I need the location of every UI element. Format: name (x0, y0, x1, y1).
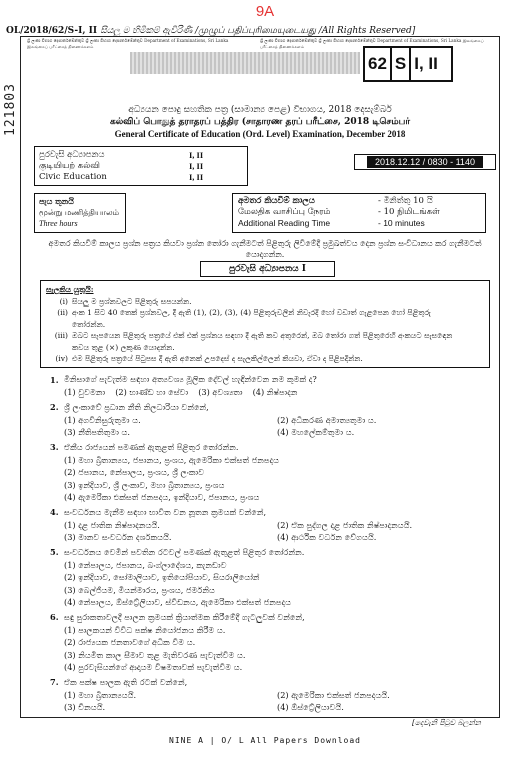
question-text: සංවර්ධනය වෙමින් පවතින රටවල් පමණක් ඇතුළත් පිළිතුර තෝරන්න. (64, 546, 305, 557)
answer-option: (1) වුවමනා (64, 387, 106, 397)
question-item (50, 401, 490, 439)
subject-code-box (363, 46, 453, 82)
note-item: (i) සියලු ම ප්‍රශ්නවලට පිළිතුරු සපයන්න. (59, 296, 192, 306)
answer-option: (4) ඕස්ට්‍රේලියාවයි. (277, 702, 344, 712)
subject-code-number: 62 (365, 48, 392, 80)
answer-option: (2) ඉන්දියාව, සෝමාලියාව, ඉතියෝපියාව, සියරාලියෝන් (64, 572, 260, 582)
question-stem (50, 676, 490, 689)
answer-option: (3) අවශ්‍යතා (198, 387, 243, 397)
page-label: 9A (255, 3, 275, 20)
question-text: මිනිසාගේ පැවැත්ම සඳහා අත්‍යවශ්‍ය මූලික දේවල් හැඳින්වෙන නම කුමක් ද? (64, 374, 317, 384)
question-stem (50, 373, 490, 386)
question-stem (50, 506, 490, 519)
question-text: සංවර්ධනය මැනීම සඳහා භාවිත වන නූතන ක්‍රමයක් වන්නේ, (64, 506, 267, 517)
question-item (50, 373, 490, 399)
subject-code-papers: I, II (414, 54, 438, 73)
paper-code: OL/2018/62/S-I, II (6, 26, 98, 36)
subject-row: Civic Education I, II (39, 172, 204, 182)
note-item: (iii) ඔබට සැපයෙන පිළිතුරු පත්‍රයේ එක් එක් ප්‍රශ්නය සඳහා දී ඇති කව අතුරෙන්, ඔබ තෝරා ගත් පිළිතුරෙහි අංකයට සැසඳෙන (54, 331, 453, 340)
answer-option: (4) මහලේකම්තුමා ය. (277, 427, 355, 437)
answer-option: (3) නීතිපතිතුමා ය. (64, 427, 131, 437)
answer-option: (1) අගවිනිසුරුතුමා ය. (64, 414, 141, 425)
answer-option: (2) ජපානය, නේපාලය, ප්‍රංශය, ශ්‍රී ලංකාව (64, 467, 205, 477)
option-list (50, 689, 490, 714)
subject-row: குடியியற் கல்வி I, II (39, 161, 204, 171)
question-item (50, 441, 490, 504)
subject-row: පුරවැසි අධ්‍යාපනය I, II (39, 150, 204, 160)
copyright-watermark-left: ශ්‍රී ලංකා විභාග දෙපාර්තමේන්තුව ශ්‍රී ලංකා විභාග දෙපාර්තමේන්තුව Department of Examinations, Sri Lanka இலங்கைப் பரீட்சைத் திணைக்களம் (27, 38, 229, 49)
answer-option: (1) දළ ජාතික නිෂ්පාදනයයි. (64, 519, 160, 530)
answer-option: (3) මානව සංවර්ධන දර්ශකයයි. (64, 532, 172, 542)
answer-option: (2) ඇමෙරිකා එක්සත් ජනපදයයි. (277, 689, 390, 700)
rights-reserved: සියලු ම හිමිකම් ඇවිරිණි /முழுப் பதிப்புரிமையுடையது /All Rights Reserved] (100, 26, 416, 36)
subject-box (34, 146, 248, 186)
department-stamp (130, 52, 360, 74)
answer-option: (1) නේපාලය, ජපානය, බංග්ලාදේශය, කැනඩාව (64, 559, 227, 570)
answer-option: (4) පුරවැසියන්ගේ ආදායම විෂමතාවක් පැවැත්වීම ය. (64, 662, 243, 672)
answer-option: (2) ඒක පුද්ගල දළ ජාතික නිෂ්පාදනයයි. (277, 519, 413, 530)
option-list (50, 414, 490, 439)
duration-box (34, 193, 126, 233)
question-number: 6. (50, 612, 59, 622)
question-number: 5. (50, 547, 59, 557)
duration-english: Three hours (39, 219, 78, 228)
option-list (50, 454, 490, 504)
date-time-text: 2018.12.12 / 0830 - 1140 (367, 156, 483, 168)
question-number: 2. (50, 402, 59, 412)
answer-option: (2) රාජ්‍යයක ජනතාවගේ අධික වීම ය. (64, 637, 196, 647)
answer-option: (2) භාණ්ඩ හා සේවා (115, 387, 189, 397)
date-time-box (354, 154, 496, 170)
reading-row: மேலதிக வாசிப்பு நேரம் - 10 நிமிடங்கள் (238, 207, 440, 217)
exam-title-tamil: கல்விப் பொதுத் தராதரப் பத்திர (சாதாரண தரப் பரீட்சை, 2018 டிசெம்பர் (109, 117, 411, 127)
continue-note: [දෙවැනි පිටුව බලන්න (412, 718, 481, 727)
question-number: 3. (50, 442, 59, 452)
notes-box (40, 280, 490, 368)
answer-option: (3) බෙල්ජියම, මියන්මාරය, ප්‍රංශය, ජර්මනිය (64, 584, 215, 595)
answer-option: (1) පාලකයන් විවිධ පක්ෂ නියෝජනය කිරීම ය. (64, 624, 226, 635)
question-list (50, 373, 490, 716)
question-text: ඒකීය රාජ්‍යයන් පමණක් ඇතුළත් පිළිතුර තෝරන්න. (64, 441, 239, 452)
question-item (50, 611, 490, 674)
question-number: 4. (50, 507, 59, 517)
exam-title-english: General Certificate of Education (Ord. Level) Examination, December 2018 (114, 129, 406, 139)
answer-option: (4) ඇමෙරිකා එක්සත් ජනපදය, ඉන්දියාව, ජපානය, ප්‍රංශය (64, 492, 260, 502)
question-stem (50, 401, 490, 414)
question-number: 7. (50, 677, 59, 687)
option-list (50, 624, 490, 674)
reading-time-box (232, 193, 486, 233)
question-text: ශ්‍රී ලංකාවේ ප්‍රධාන නීති නිලධාරියා වන්නේ, (64, 401, 209, 412)
question-text: සඳු පුරාකතාවලදී පාලන ක්‍රමයක් ක්‍රියාත්මක කිරීමේදී ගැටලුවක් වන්නේ, (64, 611, 305, 622)
option-list (50, 386, 490, 399)
side-serial-number: 121803 (3, 83, 18, 136)
option-list (50, 559, 490, 609)
answer-option: (3) ඉන්දියාව, ශ්‍රී ලංකාව, මහා බ්‍රිතාන්‍යය, ප්‍රංශය (64, 479, 225, 490)
question-stem (50, 611, 490, 624)
answer-option: (3) චීනයයි. (64, 702, 106, 712)
question-item (50, 676, 490, 714)
answer-option: (1) මහා බ්‍රිතාන්‍යයයි. (64, 689, 137, 700)
subject-code-letter: S (392, 48, 411, 80)
notes-title: සැලකිය යුතුයි: (46, 285, 94, 294)
answer-option: (4) ආර්ථික වර්ධන වේගයයි. (277, 532, 377, 542)
answer-option: (4) නේපාලය, ඕස්ට්‍රේලියාව, ස්වීඩනය, ඇමෙරිකා එක්සත් ජනපදය (64, 597, 291, 607)
paper-tag: පුරවැසි අධ්‍යාපනය I (200, 261, 335, 277)
answer-option: (3) නියමිත කාල සීමාව තුළ මැතිවරණ පැවැත්වීම ය. (64, 649, 246, 660)
note-item: (iv) එම පිළිතුරු පත්‍රයේ පිටුපස දී ඇති අනෙක් උපදෙස් ද සැලකිල්ලෙන් කියවා, ඒවා ද පිළිපදින්න. (55, 354, 363, 363)
question-stem (50, 441, 490, 454)
reading-time-instruction: අමතර කියවීම් කාලය ප්‍රශ්න පත්‍රය කියවා ප්‍රශ්න තෝරා ගැනීමටත් පිළිතුරු ලිවීමේදී ප්‍රමුඛත්වය දෙන ප්‍රශ්න සංවිධානය කර ගැනීමටත් යොදාගන්න. (48, 239, 482, 259)
question-item (50, 546, 490, 609)
note-item: තෝරන්න. (72, 319, 106, 329)
answer-option: (4) නිෂ්පාදන (252, 387, 298, 397)
note-item: (ii) අංක 1 සිට 40 තෙක් ප්‍රශ්නවල, දී ඇති (1), (2), (3), (4) පිළිතුරුවලින් නිවැරදි හෝ වඩාත් ගැළපෙන හෝ පිළිතුරු (57, 308, 431, 317)
duration-sinhala: පැය තුනයි (39, 196, 74, 206)
copyright-watermark-right: ශ්‍රී ලංකා විභාග දෙපාර්තමේන්තුව ශ්‍රී ලංකා විභාග දෙපාර්තමේන්තුව Department of Examinations, Sri Lanka இலங்கைப் பரீட்சைத் திணைக்களம் (260, 38, 484, 49)
answer-option: (1) මහා බ්‍රිතාන්‍යය, ජපානය, ප්‍රංශය, ඇමෙරිකා එක්සත් ජනපදය (64, 454, 279, 465)
question-number: 1. (50, 374, 59, 385)
question-stem (50, 546, 490, 559)
duration-tamil: மூன்று மணித்தியாலம் (39, 208, 120, 217)
reading-row: Additional Reading Time - 10 minutes (238, 218, 425, 228)
footer-text: NINE A | O/ L All Papers Download (169, 736, 361, 745)
option-list (50, 519, 490, 544)
question-text: ඒක පක්ෂ පාලක ඇති රටක් වන්නේ, (64, 676, 188, 687)
reading-row: අමතර කියවීම් කාලය - මිනිත්තු 10 යි (238, 196, 433, 206)
exam-title-sinhala: අධ්‍යයන පොදු සහතික පත්‍ර (සාමාන්‍ය පෙළ) විභාගය, 2018 දෙසැම්බර් (128, 105, 392, 115)
answer-option: (2) අධිකරණ අමාත්‍යතුමා ය. (277, 414, 377, 425)
question-item (50, 506, 490, 544)
note-item: කවය තුළ (×) ලකුණ යොදන්න. (72, 342, 175, 352)
